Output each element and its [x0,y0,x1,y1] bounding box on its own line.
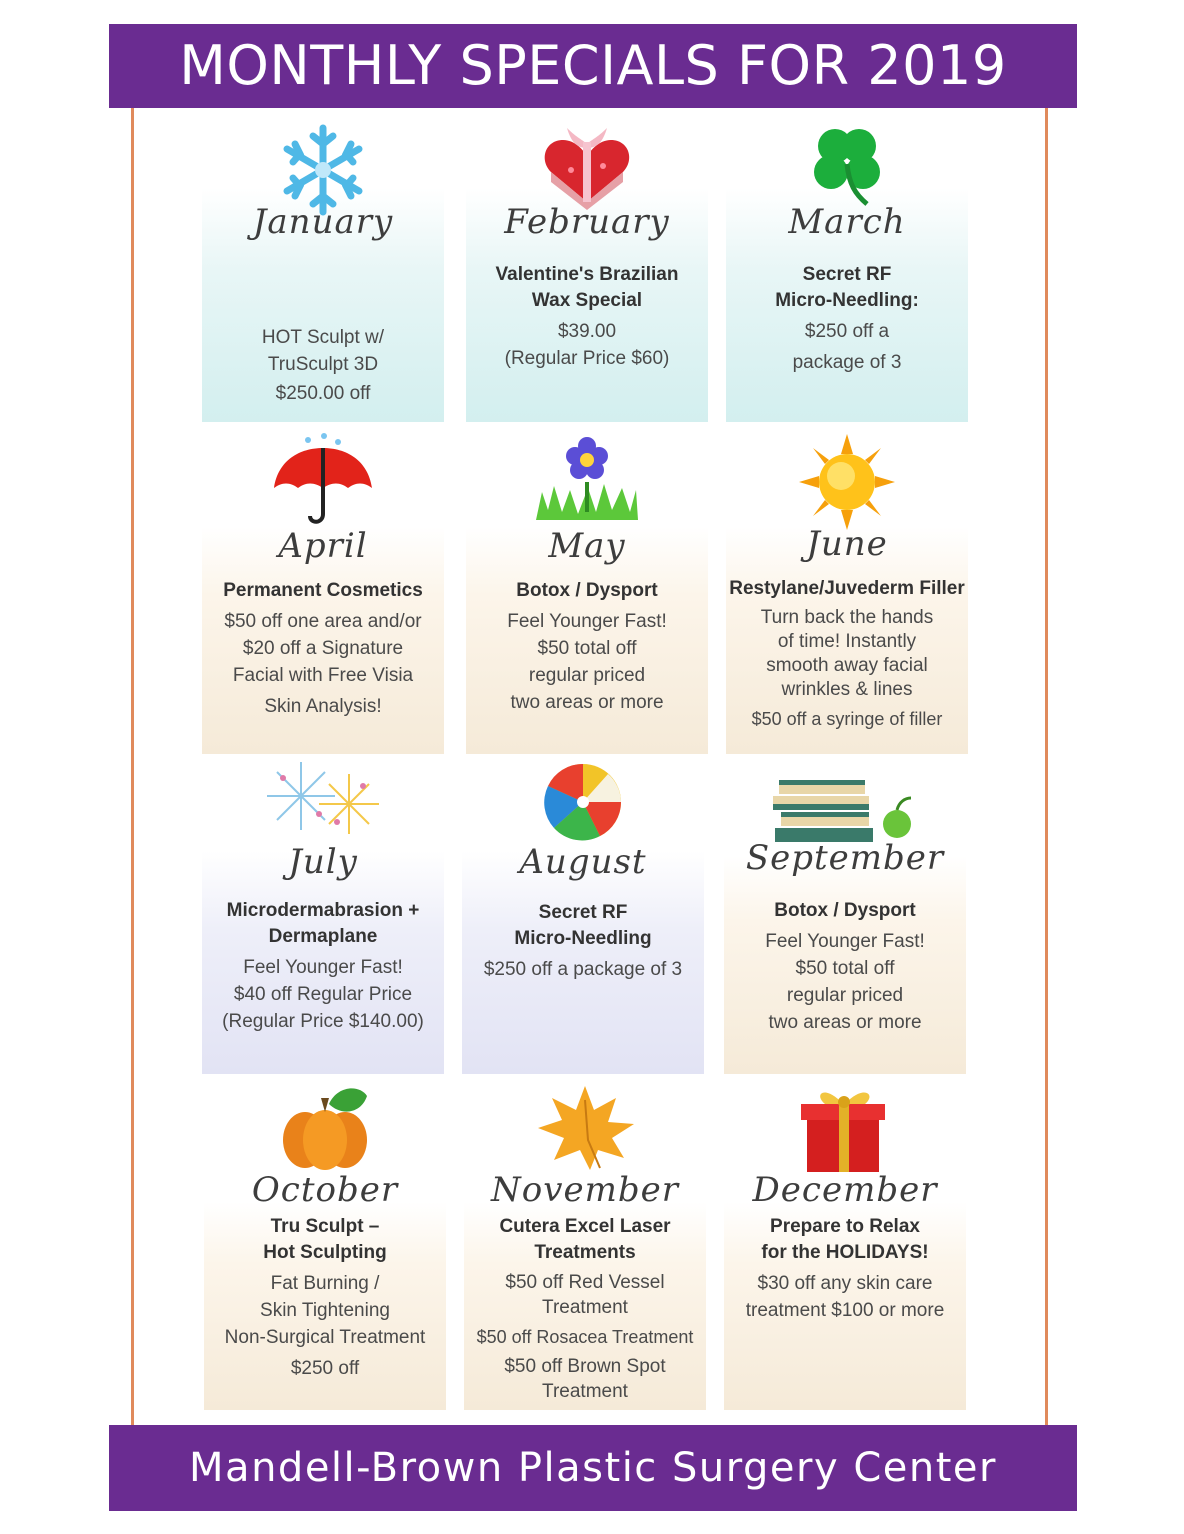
month-card-january [202,120,444,422]
special-detail: $250 off a [804,321,890,342]
special-detail: two areas or more [510,692,664,713]
month-name: January [252,202,394,242]
month-name: June [806,524,888,564]
special-title: for the HOLIDAYS! [761,1242,929,1263]
special-title: Treatments [534,1242,636,1263]
month-card-february [466,120,708,422]
footer-title: Mandell-Brown Plastic Surgery Center [189,1445,997,1491]
special-detail: Skin Tightening [260,1300,390,1321]
special-title: Secret RF [802,264,892,285]
fireworks-icon [202,756,444,856]
special-title: Tru Sculpt – [270,1216,380,1237]
special-detail: HOT Sculpt w/ [261,327,385,348]
month-card-september [724,776,966,1074]
footer-banner [109,1425,1077,1511]
special-title: Wax Special [531,290,643,311]
month-card-june [726,432,968,754]
special-detail: (Regular Price $140.00) [222,1011,424,1032]
special-detail: $250 off [290,1358,360,1379]
special-detail: $39.00 [557,321,617,342]
special-title: Botox / Dysport [516,580,658,601]
special-detail: TruSculpt 3D [267,354,379,375]
beach-ball-icon [462,756,704,856]
special-detail: Non-Surgical Treatment [224,1327,426,1348]
special-detail: $50 total off [537,638,637,659]
special-title: Dermaplane [268,926,378,947]
special-detail: $50 total off [795,958,895,979]
special-detail: treatment $100 or more [745,1300,945,1321]
month-card-may [466,432,708,754]
left-border-line [131,108,134,1425]
month-name: December [752,1170,938,1210]
special-detail: Skin Analysis! [264,696,382,717]
special-detail: Treatment [542,1381,628,1402]
special-detail: $50 off Red Vessel [505,1272,665,1293]
special-detail: regular priced [528,665,646,686]
special-title: Prepare to Relax [770,1216,920,1237]
special-detail: package of 3 [792,352,902,373]
month-name: April [278,526,368,566]
special-detail: Feel Younger Fast! [507,611,667,632]
month-card-march [726,120,968,422]
month-name: February [504,202,670,242]
special-detail: two areas or more [768,1012,922,1033]
header-banner [109,24,1077,108]
flower-icon [466,432,708,532]
page-title: MONTHLY SPECIALS FOR 2019 [179,34,1007,97]
special-detail: $250.00 off [275,383,371,404]
special-detail: $250 off a package of 3 [483,959,683,980]
month-name: September [745,838,945,878]
special-title: Botox / Dysport [774,900,916,921]
special-detail: Treatment [542,1297,628,1318]
special-detail: $50 off Brown Spot [504,1356,666,1377]
month-card-august [462,756,704,1074]
autumn-leaf-icon [464,1080,706,1180]
special-detail: (Regular Price $60) [504,348,670,369]
special-title: Valentine's Brazilian [495,264,679,285]
special-detail: $30 off any skin care [757,1273,933,1294]
gift-box-icon [724,1080,966,1180]
month-name: November [491,1170,679,1210]
special-detail: Feel Younger Fast! [765,931,925,952]
umbrella-icon [202,432,444,532]
month-name: July [288,842,358,882]
special-title: Cutera Excel Laser [499,1216,671,1237]
special-detail: $50 off one area and/or [224,611,422,632]
month-card-november [464,1080,706,1410]
month-name: March [788,202,906,242]
special-title: Hot Sculpting [263,1242,387,1263]
special-detail: Feel Younger Fast! [243,957,403,978]
special-detail: wrinkles & lines [781,679,913,700]
month-card-july [202,756,444,1074]
special-title: Microdermabrasion + [226,900,420,921]
special-title: Secret RF [538,902,628,923]
month-name: August [519,842,647,882]
right-border-line [1045,108,1048,1425]
month-card-october [204,1080,446,1410]
special-detail: $50 off Rosacea Treatment [476,1327,694,1347]
special-detail: Facial with Free Visia [232,665,414,686]
month-name: May [548,526,626,566]
special-title: Permanent Cosmetics [223,580,423,601]
special-detail: smooth away facial [766,655,928,676]
special-detail: Fat Burning / [270,1273,380,1294]
special-detail: of time! Instantly [777,631,917,652]
special-title: Micro-Needling: [775,290,919,311]
month-card-december [724,1080,966,1410]
special-title: Restylane/Juvederm Filler [729,578,965,599]
special-title: Micro-Needling [514,928,652,949]
special-detail: Turn back the hands [760,607,934,628]
special-detail: regular priced [786,985,904,1006]
month-card-april [202,432,444,754]
pumpkin-icon [204,1080,446,1180]
month-name: October [251,1170,399,1210]
special-detail: $20 off a Signature [242,638,404,659]
special-detail: $50 off a syringe of filler [751,709,943,729]
special-detail: $40 off Regular Price [233,984,413,1005]
sun-icon [726,432,968,532]
